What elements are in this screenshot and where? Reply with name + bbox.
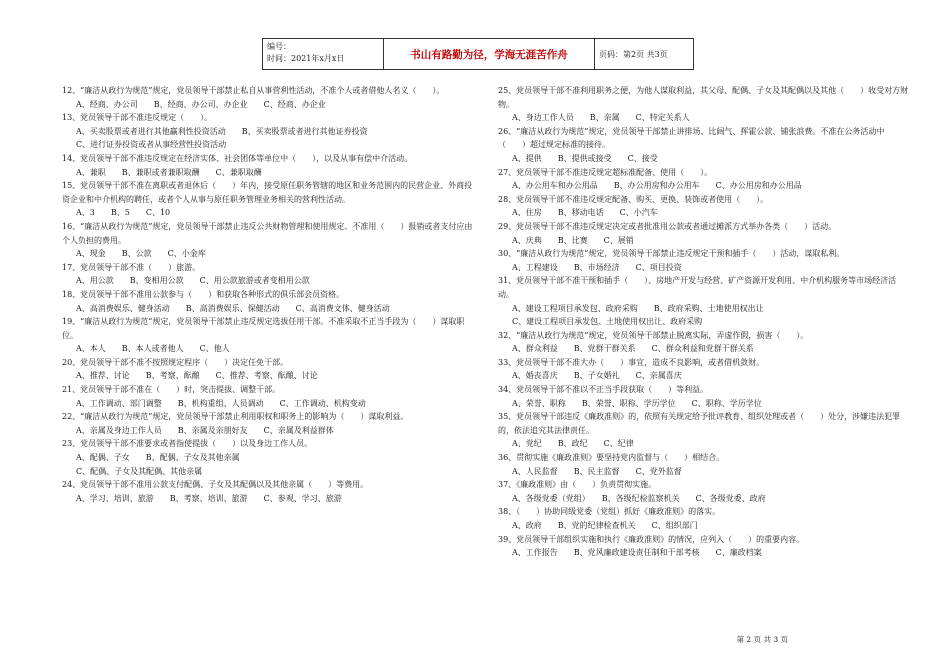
question-text: 25、党员领导干部不准利用职务之便，为他人谋取利益，其父母、配偶、子女及其配偶以及其他（ ）收受对方财物。 (498, 86, 909, 109)
question-options: A、工作报告 B、党风廉政建设责任制和干部考核 C、廉政档案 (512, 548, 762, 558)
question-options: A、学习、培训、旅游 B、考察、培训、旅游 C、参观、学习、旅游 (76, 493, 342, 503)
question-options: A、庆典 B、比赛 C、展销 (512, 235, 634, 245)
question-text: 34、党员领导干部不准以不正当手段获取（ ）等利益。 (498, 385, 709, 395)
question-options: A、建设工程项目承发包、政府采购 B、政府采购、土地使用权出让 (512, 303, 764, 313)
question-options: A、婚丧喜庆 B、子女婚礼 C、亲属喜庆 (512, 371, 682, 381)
question-text: 39、党员领导干部组织实施和执行《廉政准则》的情况，应列入（ ）的重要内容。 (498, 534, 805, 544)
header-meta (263, 39, 384, 69)
question-text: 35、党员领导干部违反《廉政准则》的，依照有关规定给予批评教育、组织处理或者（ ）处分，涉嫌违法犯罪的，依法追究其法律责任。 (498, 412, 901, 435)
question-options: A、用公款 B、变相用公款 C、用公款旅游或者变相用公款 (76, 276, 310, 286)
question-text: 18、党员领导干部不准用公款参与（ ）和获取各种形式的俱乐部会员资格。 (62, 289, 345, 299)
question-text: 23、党员领导干部不准要求或者指使提拔（ ）以及身边工作人员。 (62, 439, 313, 449)
time-label: 时间：2021年x月x日 (267, 54, 345, 63)
question-text: 31、党员领导干部不准干预和插手（ ）、房地产开发与经营、矿产资源开发利用、中介机构服务等市场经济活动。 (498, 276, 897, 299)
question-options: C、配偶、子女及其配偶、其他亲属 (76, 466, 203, 476)
number-label: 编号： (267, 42, 291, 51)
question-options: A、群众利益 B、党群干群关系 C、群众利益和党群干群关系 (512, 344, 754, 354)
question-options: A、各级党委（党组） B、各级纪检监察机关 C、各级党委、政府 (512, 493, 766, 503)
question-options: A、3 B、5 C、10 (76, 208, 171, 218)
question-options: C、进行证券投资或者从事经营性投资活动 (76, 140, 227, 150)
question-text: 32、“廉洁从政行为规范”规定，党员领导干部禁止脱离实际，弄虚作假，损害（ ）。 (498, 330, 809, 340)
question-text: 24、党员领导干部不准用公款支付配偶、子女及其配偶以及其他亲属（ ）等费用。 (62, 480, 369, 490)
header-motto: 书山有路勤为径，学海无涯苦作舟 (384, 39, 595, 69)
question-options: A、兼职 B、兼职或者兼职取酬 C、兼职取酬 (76, 167, 262, 177)
question-options: A、工作调动、部门调整 B、机构重组、人员调动 C、工作调动、机构变动 (76, 398, 366, 408)
question-options: A、党纪 B、政纪 C、纪律 (512, 439, 634, 449)
header-page-info: 页码：第2页 共3页 (599, 49, 668, 59)
question-options: A、本人 B、本人或者他人 C、他人 (76, 344, 230, 354)
question-options: A、身边工作人员 B、亲属 C、特定关系人 (512, 113, 690, 123)
question-options: A、办公用车和办公用品 B、办公用房和办公用车 C、办公用房和办公用品 (512, 181, 802, 191)
question-text: 28、党员领导干部不准违反规定配备、购买、更换、装饰或者使用（ ）。 (498, 194, 769, 204)
question-text: 36、贯彻实施《廉政准则》要坚持党内监督与（ ）相结合。 (498, 453, 725, 463)
question-text: 12、“廉洁从政行为规范”规定，党员领导干部禁止私自从事营利性活动，不准个人或者借他人名义（ ）。 (62, 86, 445, 95)
question-text: 37、《廉政准则》由（ ）负责贯彻实施。 (498, 480, 657, 490)
question-options: A、亲属及身边工作人员 B、亲属及亲朋好友 C、亲属及利益群体 (76, 425, 334, 435)
left-question-column (62, 84, 474, 505)
question-options: A、现金 B、公款 C、小金库 (76, 249, 206, 259)
question-text: 26、“廉洁从政行为规范”规定，党员领导干部禁止讲排场、比阔气、挥霍公款、铺张浪费。不准在公务活动中（ ）超过规定标准的接待。 (498, 126, 885, 150)
question-text: 19、“廉洁从政行为规范”规定，党员领导干部禁止违反规定选拔任用干部。不准采取不正当手段为（ ）谋取职位。 (62, 317, 465, 340)
question-options: A、住房 B、移动电话 C、小汽车 (512, 208, 658, 218)
question-text: 16、“廉洁从政行为规范”规定，党员领导干部禁止违反公共财物管理和使用规定。不准用（ ）报销或者支付应由个人负担的费用。 (62, 221, 473, 245)
question-text: 14、党员领导干部不准违反规定在经济实体、社会团体等单位中（ ），以及从事有偿中介活动。 (62, 153, 413, 163)
question-options: A、工程建设 B、市场经济 C、项目投资 (512, 262, 682, 272)
question-text: 38、（ ）协助同级党委（党组）抓好《廉政准则》的落实。 (498, 507, 721, 517)
question-options: A、高消费娱乐、健身活动 B、高消费娱乐、保健活动 C、高消费文体、健身活动 (76, 303, 390, 313)
question-text: 20、党员领导干部不准不按照规定程序（ ）决定任免干部。 (62, 357, 289, 367)
question-text: 17、党员领导干部不准（ ）旅游。 (62, 262, 201, 272)
document-header (262, 38, 694, 70)
question-text: 21、党员领导干部不准在（ ）时，突击提拔、调整干部。 (62, 385, 281, 395)
question-options: A、配偶、子女 B、配偶、子女及其他亲属 (76, 453, 240, 463)
question-options: A、提供 B、提供或接受 C、接受 (512, 153, 658, 163)
question-options: A、政府 B、党的纪律检查机关 C、组织部门 (512, 521, 698, 530)
question-text: 30、“廉洁从政行为规范”规定，党员领导干部禁止违反规定干预和插手（ ）活动，谋取私利。 (498, 249, 845, 259)
question-text: 22、“廉洁从政行为规范”规定，党员领导干部禁止利用职权和职务上的影响为（ ）谋取利益。 (62, 412, 409, 422)
question-text: 13、党员领导干部不准违反规定（ ）。 (62, 113, 213, 123)
question-text: 29、党员领导干部不准违反规定决定或者批准用公款或者通过摊派方式举办各类（ ）活动。 (498, 221, 837, 231)
question-options: A、人民监督 B、民主监督 C、党外监督 (512, 466, 682, 476)
question-options: A、买卖股票或者进行其他赢利性投资活动 B、买卖股票或者进行其他证券投资 (76, 126, 368, 136)
question-text: 27、党员领导干部不准违反规定超标准配备、使用（ ）。 (498, 167, 713, 177)
question-options: A、经商、办公司 B、经商、办公司、办企业 C、经商、办企业 (76, 99, 326, 109)
question-text: 15、党员领导干部不准在离职或者退休后（ ）年内，接受原任职务管辖的地区和业务范围内的民营企业、外商投资企业和中介机构的聘任，或者个人从事与原任职务管理业务相关的营利性活动。 (62, 181, 473, 204)
question-options: A、荣誉、职称 B、荣誉、职称、学历学位 C、职称、学历学位 (512, 398, 762, 408)
page-footer: 第 2 页 共 3 页 (736, 635, 788, 644)
question-options: A、推荐、讨论 B、考察、酝酿 C、推荐、考察、酝酿、讨论 (76, 371, 318, 381)
right-question-column (498, 84, 910, 560)
question-options: C、建设工程项目承发包、土地使用权出让、政府采购 (512, 317, 703, 327)
question-text: 33、党员领导干部不准大办（ ）事宜，造成不良影响，或者借机敛财。 (498, 357, 765, 367)
